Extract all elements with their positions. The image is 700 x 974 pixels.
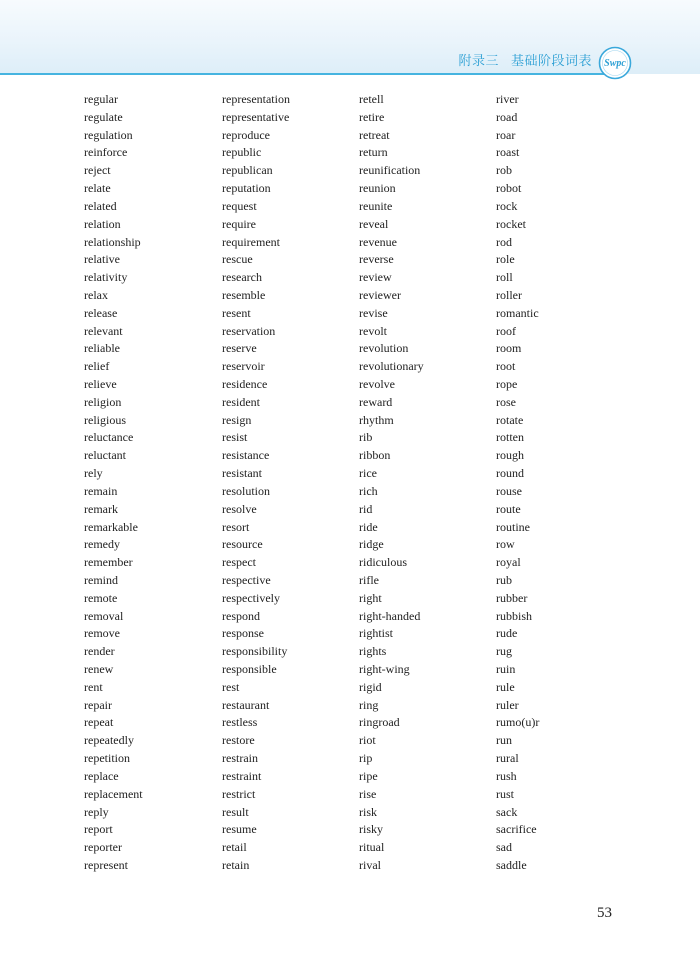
word-entry: resident (222, 394, 260, 409)
word-entry: religious (84, 412, 126, 427)
word-entry: rent (84, 679, 103, 694)
word-entry: rug (496, 644, 512, 659)
word-entry: risk (359, 804, 377, 819)
word-entry: repetition (84, 751, 130, 766)
word-entry: robot (496, 181, 522, 196)
word-entry: rose (496, 394, 516, 409)
word-entry: reunification (359, 163, 421, 178)
word-entry: right (359, 590, 382, 605)
word-entry: resume (222, 822, 257, 837)
word-entry: response (222, 626, 264, 641)
word-entry: remember (84, 555, 133, 570)
word-entry: repeat (84, 715, 114, 730)
word-entry: remind (84, 572, 118, 587)
word-entry: rope (496, 377, 518, 391)
word-entry: represent (84, 857, 128, 872)
word-entry: relax (84, 287, 108, 302)
word-entry: rule (496, 679, 515, 694)
word-entry: renew (84, 662, 114, 676)
word-entry: respond (222, 608, 260, 623)
word-entry: relevant (84, 323, 123, 338)
word-entry: revolution (359, 341, 409, 356)
word-entry: restrict (222, 786, 256, 801)
word-entry: rocket (496, 216, 526, 231)
word-entry: route (496, 501, 521, 516)
word-entry: reveal (359, 216, 389, 231)
word-entry: repair (84, 697, 112, 712)
word-entry: respective (222, 572, 271, 587)
word-entry: rights (359, 644, 387, 659)
word-entry: right-handed (359, 608, 421, 623)
word-entry: reviewer (359, 287, 401, 302)
word-entry: remedy (84, 537, 120, 552)
word-entry: routine (496, 519, 530, 534)
word-entry: remark (84, 501, 118, 516)
word-column-2 (222, 91, 352, 875)
word-entry: relativity (84, 270, 128, 285)
word-entry: relation (84, 216, 121, 231)
word-entry: room (496, 341, 522, 356)
word-entry: requirement (222, 234, 280, 249)
word-entry: ribbon (359, 448, 391, 463)
word-entry: romantic (496, 305, 539, 320)
word-entry: representation (222, 92, 290, 106)
word-entry: respect (222, 555, 256, 570)
word-entry: relief (84, 359, 110, 374)
word-entry: regular (84, 92, 118, 106)
word-entry: research (222, 270, 262, 285)
word-entry: reunite (359, 198, 393, 213)
word-entry: reservoir (222, 359, 265, 374)
word-entry: roller (496, 287, 522, 302)
word-entry: release (84, 305, 118, 320)
word-entry: resort (222, 519, 250, 534)
word-entry: render (84, 644, 115, 659)
word-entry: resign (222, 412, 252, 427)
word-entry: rich (359, 483, 378, 498)
word-entry: remote (84, 590, 118, 605)
word-entry: rod (496, 234, 512, 249)
word-entry: rest (222, 679, 240, 694)
appendix-title: 基础阶段词表 (510, 54, 592, 69)
logo-text: Swpc (604, 58, 626, 69)
word-entry: rival (359, 857, 381, 872)
word-entry: resemble (222, 287, 266, 302)
word-entry: republic (222, 145, 262, 160)
word-entry: resource (222, 537, 263, 552)
word-entry: rely (84, 466, 103, 481)
word-entry: ringroad (359, 715, 400, 730)
word-entry: republican (222, 163, 273, 178)
word-entry: rightist (359, 626, 394, 641)
word-entry: repeatedly (84, 733, 134, 748)
word-entry: replace (84, 768, 119, 783)
word-entry: relieve (84, 377, 117, 391)
word-entry: root (496, 359, 516, 374)
word-entry: reinforce (84, 145, 128, 160)
word-entry: resolution (222, 483, 270, 498)
word-entry: removal (84, 608, 124, 623)
word-entry: report (84, 822, 113, 837)
word-entry: resist (222, 430, 248, 445)
word-entry: road (496, 109, 518, 124)
word-entry: row (496, 537, 515, 552)
word-entry: rush (496, 768, 517, 783)
word-entry: rifle (359, 572, 379, 587)
word-entry: retell (359, 92, 384, 106)
word-entry: retain (222, 857, 250, 872)
word-entry: river (496, 92, 519, 106)
word-entry: risky (359, 822, 383, 837)
word-column-1 (84, 91, 214, 875)
word-entry: rescue (222, 252, 253, 267)
word-entry: respectively (222, 590, 280, 605)
word-entry: request (222, 198, 257, 213)
word-entry: run (496, 733, 512, 748)
word-entry: regulation (84, 127, 133, 142)
word-entry: royal (496, 555, 521, 570)
word-entry: rude (496, 626, 518, 641)
word-entry: revolt (359, 323, 387, 338)
word-entry: remarkable (84, 519, 138, 534)
word-entry: ripe (359, 768, 378, 783)
word-entry: ritual (359, 840, 385, 855)
word-entry: reverse (359, 252, 394, 267)
word-entry: responsible (222, 662, 277, 676)
word-entry: rise (359, 786, 377, 801)
word-entry: right-wing (359, 662, 410, 676)
header-rule (0, 73, 612, 75)
word-entry: role (496, 252, 515, 267)
word-entry: rib (359, 430, 373, 445)
word-entry: rub (496, 572, 512, 587)
word-entry: reluctant (84, 448, 126, 463)
word-entry: restaurant (222, 697, 270, 712)
word-entry: rust (496, 786, 514, 801)
word-entry: reunion (359, 181, 396, 196)
word-entry: revise (359, 305, 388, 320)
word-entry: roll (496, 270, 513, 285)
word-column-4 (496, 91, 626, 875)
word-entry: resistance (222, 448, 270, 463)
word-entry: sacrifice (496, 822, 537, 837)
word-entry: reputation (222, 181, 271, 196)
word-entry: reply (84, 804, 109, 819)
word-entry: sack (496, 804, 518, 819)
word-entry: remain (84, 483, 118, 498)
word-entry: sad (496, 840, 512, 855)
word-entry: reluctance (84, 430, 134, 445)
word-entry: saddle (496, 857, 527, 872)
swpc-logo-icon (598, 46, 632, 80)
header-band (0, 0, 700, 74)
word-entry: result (222, 804, 249, 819)
word-entry: rip (359, 751, 373, 766)
word-entry: rhythm (359, 412, 394, 427)
word-entry: require (222, 216, 256, 231)
word-entry: responsibility (222, 644, 288, 659)
word-column-3 (359, 91, 489, 875)
word-entry: roast (496, 145, 520, 160)
page-number: 53 (597, 905, 612, 921)
word-entry: rotate (496, 412, 524, 427)
word-entry: revolutionary (359, 359, 424, 374)
word-entry: residence (222, 377, 268, 391)
word-entry: restore (222, 733, 255, 748)
word-entry: retire (359, 109, 385, 124)
word-entry: resolve (222, 501, 257, 516)
word-entry: reliable (84, 341, 120, 356)
word-entry: rock (496, 198, 518, 213)
word-entry: ride (359, 519, 378, 534)
word-entry: reserve (222, 341, 257, 356)
word-entry: ruin (496, 662, 516, 676)
running-header (458, 54, 592, 70)
word-entry: reservation (222, 323, 276, 338)
word-entry: resent (222, 305, 251, 320)
word-entry: retreat (359, 127, 390, 142)
word-entry: rubbish (496, 608, 532, 623)
word-entry: roof (496, 323, 516, 338)
word-entry: roar (496, 127, 516, 142)
word-entry: rouse (496, 483, 522, 498)
word-entry: remove (84, 626, 120, 641)
word-entry: religion (84, 394, 122, 409)
word-entry: relative (84, 252, 120, 267)
word-entry: rubber (496, 590, 528, 605)
word-entry: regulate (84, 109, 123, 124)
word-entry: reproduce (222, 127, 270, 142)
word-entry: ridiculous (359, 555, 407, 570)
word-entry: resistant (222, 466, 262, 481)
word-entry: rice (359, 466, 377, 481)
word-entry: review (359, 270, 392, 285)
word-entry: restless (222, 715, 258, 730)
word-entry: rid (359, 501, 373, 516)
word-entry: rob (496, 163, 512, 178)
word-entry: replacement (84, 786, 143, 801)
word-entry: restraint (222, 768, 262, 783)
word-entry: riot (359, 733, 376, 748)
word-entry: return (359, 145, 388, 160)
word-entry: reward (359, 394, 393, 409)
appendix-label: 附录三 (458, 54, 499, 69)
word-entry: related (84, 198, 117, 213)
word-entry: ring (359, 697, 379, 712)
word-entry: reporter (84, 840, 122, 855)
word-entry: round (496, 466, 524, 481)
word-entry: revolve (359, 377, 395, 391)
word-entry: rumo(u)r (496, 715, 540, 730)
word-entry: rough (496, 448, 524, 463)
word-entry: ruler (496, 697, 519, 712)
word-entry: retail (222, 840, 247, 855)
word-entry: ridge (359, 537, 384, 552)
word-entry: relate (84, 181, 111, 196)
word-entry: reject (84, 163, 111, 178)
word-entry: rotten (496, 430, 524, 445)
word-entry: rigid (359, 679, 382, 694)
word-entry: rural (496, 751, 519, 766)
word-entry: revenue (359, 234, 397, 249)
word-entry: representative (222, 109, 290, 124)
word-entry: relationship (84, 234, 141, 249)
word-entry: restrain (222, 751, 258, 766)
